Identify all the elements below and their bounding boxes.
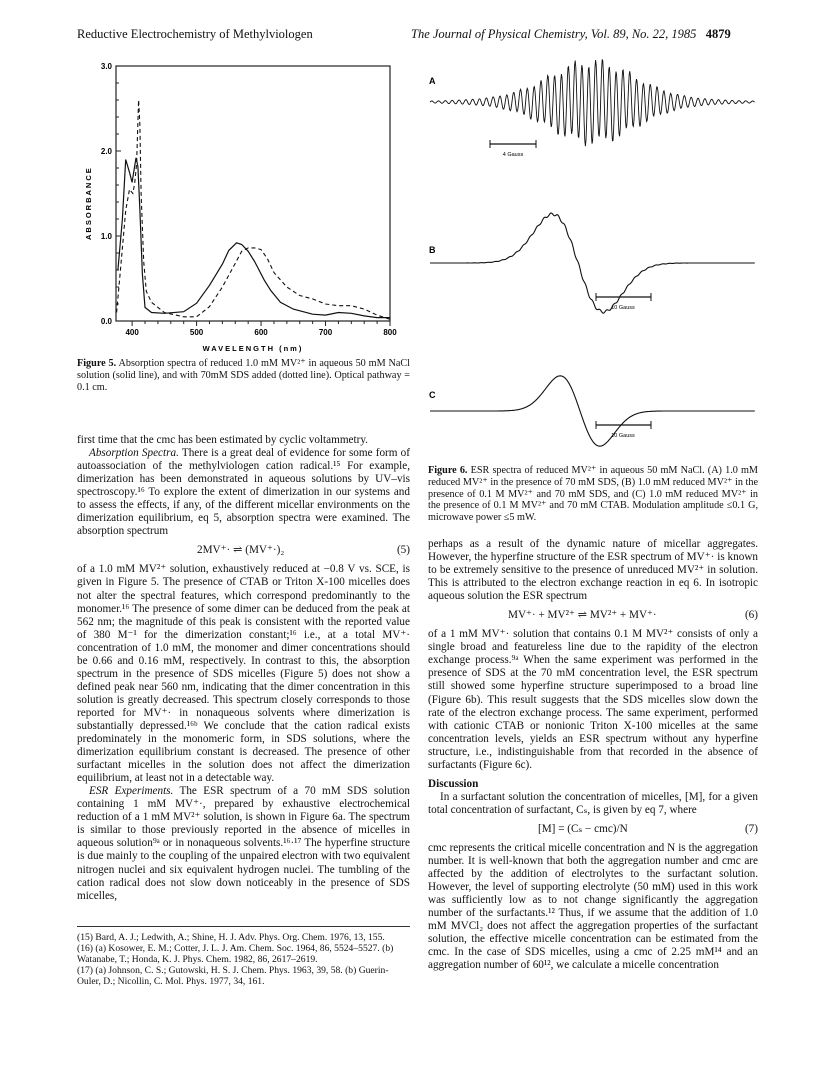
figure6-esr-spectra — [420, 50, 760, 462]
panel-c-label: C — [429, 390, 436, 400]
footnote-divider — [77, 926, 410, 927]
figure6-caption — [428, 465, 758, 524]
panel-b-label: B — [429, 245, 436, 255]
x-tick-label: 500 — [189, 328, 204, 337]
paragraph: In a surfactant solution the concentration of micelles, [M], for a given total concentration of surfactant, Cₛ, is given by eq 7, where — [428, 790, 758, 816]
scale-label-b: 10 Gauss — [611, 305, 635, 311]
esr-spectrum-b — [430, 213, 755, 313]
esr-spectrum-c — [430, 376, 755, 446]
figure6-caption-text: ESR spectra of reduced MV²⁺ in aqueous 50 mM NaCl. (A) 1.0 mM reduced MV²⁺ in the presence of 70 mM SDS, (B) 1.0 mM reduced MV²⁺ in the presence of 0.1 M MV²⁺ and 70 mM SDS, and (C) 1.0 mM reduced MV²⁺ in the presence of 0.1 M MV²⁺ and 70 mM CTAB. Modulation amplitude ≤0.1 G, microwave power ≤5 mW. — [428, 465, 758, 524]
x-tick-label: 700 — [318, 328, 333, 337]
scale-label-a: 4 Gauss — [502, 152, 524, 158]
section-absorption — [77, 447, 410, 538]
equation-6 — [428, 603, 758, 628]
panel-a-label: A — [429, 76, 436, 86]
journal-citation — [411, 27, 731, 42]
esr-spectrum-a — [430, 59, 755, 146]
tick-labels — [101, 62, 397, 337]
x-tick-label: 600 — [254, 328, 268, 337]
right-column-body — [428, 538, 758, 972]
reference: (17) (a) Johnson, C. S.; Gutowski, H. S. J. Chem. Phys. 1963, 39, 58. (b) Guerin-Ouler, D.; Nicollin, C. Mol. Phys. 1977, 34, 161. — [77, 965, 389, 987]
paragraph: There is a great deal of evidence for some form of autoassociation of the methylviologen cation radical.¹⁵ For example, dimerization has been demonstrated in aqueous solutions by UV–vis spectroscopy.¹⁶ To explore the extent of dimerization in our systems and to assess the effects, if any, of the different micellar environments on the dimerization equilibrium, eq 5, absorption spectra were examined. The absorption spectrum — [77, 447, 410, 538]
axis-ticks — [116, 66, 390, 326]
y-tick-label: 1.0 — [100, 232, 112, 241]
paragraph: The ESR spectrum of a 70 mM SDS solution containing 1 mM MV⁺·, prepared by exhaustive electrochemical reduction of a 1 mM MV²⁺ solution, is shown in Figure 6a. The spectrum is similar to those previously reported in the absence of micelles in aqueous solution⁹ᵃ or in nonaqueous solvents.¹⁶·¹⁷ The hyperfine structure is due mainly to the coupling of the unpaired electron with two equivalent nitrogen nuclei and six equivalent hydrogen nuclei. The tumbling of the cation radical does not slow down noticeably in the presence of SDS micelles, — [77, 785, 410, 902]
series-dashed-line — [117, 100, 390, 319]
equation-5 — [77, 538, 410, 563]
figure5-caption — [77, 358, 410, 393]
page-number: 4879 — [705, 27, 731, 41]
section-esr — [77, 785, 410, 902]
equation-body: 2MV⁺· ⇌ (MV⁺·)₂ — [197, 544, 285, 557]
scale-label-c: 10 Gauss — [611, 433, 635, 439]
equation-body: MV⁺· + MV²⁺ ⇌ MV²⁺ + MV⁺· — [508, 609, 657, 622]
equation-body: [M] = (Cₛ − cmc)/N — [538, 822, 628, 835]
section-heading-discussion: Discussion — [428, 777, 479, 790]
y-axis-label: ABSORBANCE — [84, 166, 93, 240]
paragraph: cmc represents the critical micelle concentration and N is the aggregation number. It is well-known that both the aggregation number and cmc are affected by the addition of electrolytes to the surfactant solution. However, the level of supporting electrolyte (50 mM) used in this work was sufficiently low as to not change significantly the aggregation number of the surfactants.¹² Thus, if we assume that the addition of 1.0 mM MVCl₂ does not affect the aggregation properties of the surfactant solution, the effective micelle concentration can be estimated from the cmc. In the case of SDS micelles, using a cmc of 2.25 mM¹⁴ and an aggregation number of 60¹², we calculate a micelle concentration — [428, 841, 758, 972]
left-column-body — [77, 434, 410, 903]
references — [77, 932, 410, 987]
subsection-heading: ESR Experiments. — [89, 785, 174, 798]
paragraph: of a 1 mM MV⁺· solution that contains 0.1 M MV²⁺ consists of only a single broad and featureless line due to the rapidity of the electron exchange process.⁹ᵃ When the same experiment was performed in the presence of SDS at the 70 mM concentration level, the ESR spectrum still showed some hyperfine structure superimposed to a broad line (Figure 6b). This result suggests that the SDS micelles slow down the rate of the electron exchange process. The same experiment, performed with cationic CTAB or nonionic Triton X-100 micelles at the same concentration levels, yields an ESR spectrum without any hyperfine structure, i.e., indistinguishable from that recorded in the absence of surfactants (Figure 6c). — [428, 628, 758, 771]
paragraph: perhaps as a result of the dynamic nature of micellar aggregates. However, the hyperfine structure of the ESR spectrum of MV⁺· is known to be extremely sensitive to the presence of unreduced MV²⁺ in solution. This is attributed to the electron exchange reaction in eq 6. In isotropic aqueous solution the ESR spectrum — [428, 538, 758, 603]
plot-frame — [116, 66, 390, 321]
reference: (16) (a) Kosower, E. M.; Cotter, J. L. J. Am. Chem. Soc. 1964, 86, 5524–5527. (b) Watanabe, T.; Honda, K. J. Phys. Chem. 1982, 86, 2617–2619. — [77, 943, 394, 965]
equation-number: (6) — [744, 609, 758, 622]
equation-number: (7) — [744, 822, 758, 835]
y-tick-label: 0.0 — [100, 317, 112, 326]
subsection-heading: Absorption Spectra. — [89, 447, 179, 460]
paragraph: first time that the cmc has been estimated by cyclic voltammetry. — [77, 434, 368, 446]
running-title: Reductive Electrochemistry of Methylviologen — [77, 27, 313, 41]
y-tick-label: 2.0 — [100, 147, 112, 156]
figure5-caption-label: Figure 5. — [77, 358, 117, 369]
journal-name: The Journal of Physical Chemistry, Vol. 89, No. 22, 1985 — [411, 27, 697, 41]
figure6-caption-label: Figure 6. — [428, 465, 468, 476]
x-axis-label: WAVELENGTH (nm) — [202, 344, 304, 353]
x-tick-label: 400 — [125, 328, 139, 337]
equation-7 — [428, 817, 758, 842]
reference: (15) Bard, A. J.; Ledwith, A.; Shine, H. J. Adv. Phys. Org. Chem. 1976, 13, 155. — [77, 932, 385, 943]
y-tick-label: 3.0 — [100, 62, 112, 71]
figure5-chart — [80, 58, 400, 353]
figure5-caption-text: Absorption spectra of reduced 1.0 mM MV²⁺ in aqueous 50 mM NaCl solution (solid line), and with 70mM SDS added (dotted line). Optical pathway = 0.1 cm. — [77, 358, 410, 393]
equation-number: (5) — [396, 544, 410, 557]
series-solid-line — [118, 158, 390, 318]
x-tick-label: 800 — [383, 328, 397, 337]
paragraph: of a 1.0 mM MV²⁺ solution, exhaustively reduced at −0.8 V vs. SCE, is given in Figure 5. The presence of CTAB or Triton X-100 micelles does not alter the spectral features, which correspond predominantly to the monomer.¹⁶ The presence of some dimer can be deduced from the peak at 562 nm; the magnitude of this peak is consistent with the reported value of 380 M⁻¹ for the dimerization constant;¹⁶ i.e., at a total MV⁺· concentration of 1.0 mM, the monomer and dimer concentrations should be 0.66 and 0.16 mM, respectively. In contrast to this, the absorption spectrum in the presence of SDS micelles (Figure 5) does not show a defined peak near 560 nm, indicating that the dimer concentration in this solution is greatly decreased. This spectrum closely corresponds to those reported for MV⁺· in nonaqueous solvents where dimerization is substantially depressed.¹⁶ᵇ We conclude that the cation radical exists predominately in the monomeric form, in SDS solutions, where the dimerization equilibrium constant is decreased. The presence of other surfactant micelles in the solution does not affect the dimerization equilibrium, at least not in a detectable way. — [77, 563, 410, 785]
